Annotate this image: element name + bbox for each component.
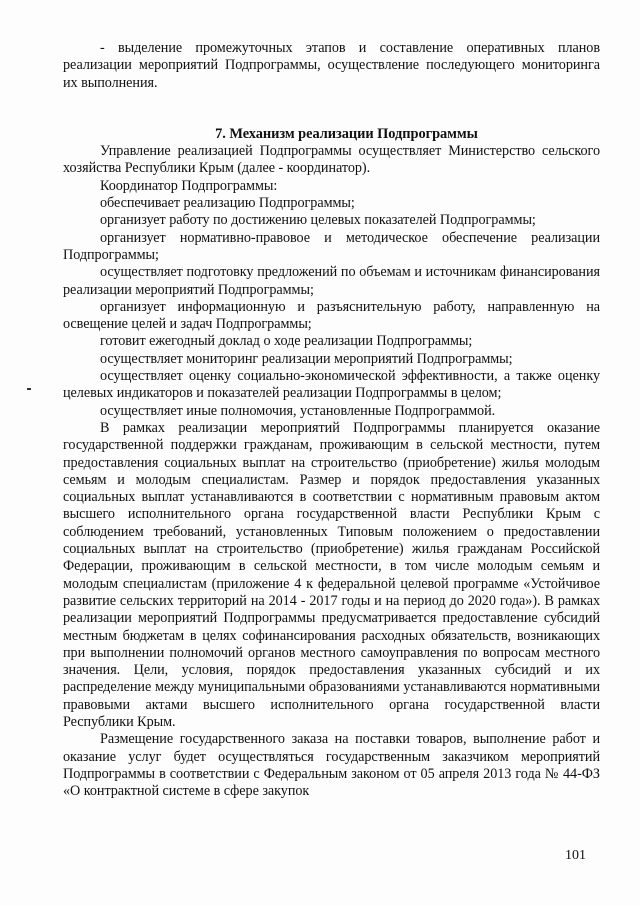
- paragraph-duty-7: осуществляет мониторинг реализации мероприятий Подпрограммы;: [100, 350, 513, 367]
- paragraph-social-support: В рамках реализации мероприятий Подпрограммы планируется оказание государственной поддержки гражданам, проживающим в сельской местности, путем предоставления социальных выплат на строительство (приобретение) жилья молодым семьям и молодым специалистам. Размер и порядок предоставления указанных социальных выплат устанавливаются в соответствии с нормативным правовым актом высшего исполнительного органа государственной власти Республики Крым с соблюдением требований, установленных Типовым положением о предоставлении социальных выплат на строительство (приобретение) жилья гражданам Российской Федерации, проживающим в сельской местности, в том числе молодым семьям и молодым специалистам (приложение 4 к федеральной целевой программе «Устойчивое развитие сельских территорий на 2014 - 2017 годы и на период до 2020 года»). В рамках реализации мероприятий Подпрограммы предусматривается предоставление субсидий местным бюджетам в целях софинансирования расходных обязательств, возникающих при выполнении полномочий органов местного самоуправления по вопросам местного значения. Цели, условия, порядок предоставления указанных субсидий и их распределение между муниципальными образованиями устанавливаются нормативными правовыми актами высшего исполнительного органа государственной власти Республики Крым.: [63, 419, 600, 730]
- section-title: 7. Механизм реализации Подпрограммы: [215, 125, 478, 142]
- section-spacer: [63, 92, 600, 126]
- paragraph-coordinator: Координатор Подпрограммы:: [100, 177, 278, 194]
- paragraph-duty-8: осуществляет оценку социально-экономической эффективности, а также оценку целевых индикаторов и показателей реализации Подпрограммы в целом;: [63, 368, 600, 402]
- paragraph-duty-5: организует информационную и разъяснительную работу, направленную на освещение целей и задач Подпрограммы;: [63, 298, 600, 333]
- document-body: [63, 40, 600, 800]
- paragraph-duty-1: обеспечивает реализацию Подпрограммы;: [100, 195, 355, 212]
- paragraph-duty-4: осуществляет подготовку предложений по объемам и источникам финансирования реализации мероприятий Подпрограммы;: [63, 264, 600, 298]
- paragraph-duty-6: готовит ежегодный доклад о ходе реализации Подпрограммы;: [100, 333, 473, 350]
- margin-mark: [27, 388, 31, 390]
- paragraph-duty-9: осуществляет иные полномочия, установленные Подпрограммой.: [100, 402, 496, 419]
- page-number: 101: [565, 848, 586, 863]
- paragraph-procurement: Размещение государственного заказа на поставки товаров, выполнение работ и оказание услуг будет осуществляться государственным заказчиком мероприятий Подпрограммы в соответствии с Федеральным законом от 05 апреля 2013 года № 44-ФЗ «О контрактной системе в сфере закупок: [63, 731, 600, 800]
- paragraph-duty-3: организует нормативно-правовое и методическое обеспечение реализации Подпрограммы;: [63, 229, 600, 263]
- lead-paragraph: - выделение промежуточных этапов и составление оперативных планов реализации мероприятий Подпрограммы, осуществление последующего мониторинга их выполнения.: [63, 40, 600, 91]
- paragraph-management: Управление реализацией Подпрограммы осуществляет Министерство сельского хозяйства Республики Крым (далее - координатор).: [63, 143, 600, 177]
- paragraph-duty-2: организует работу по достижению целевых показателей Подпрограммы;: [100, 212, 536, 229]
